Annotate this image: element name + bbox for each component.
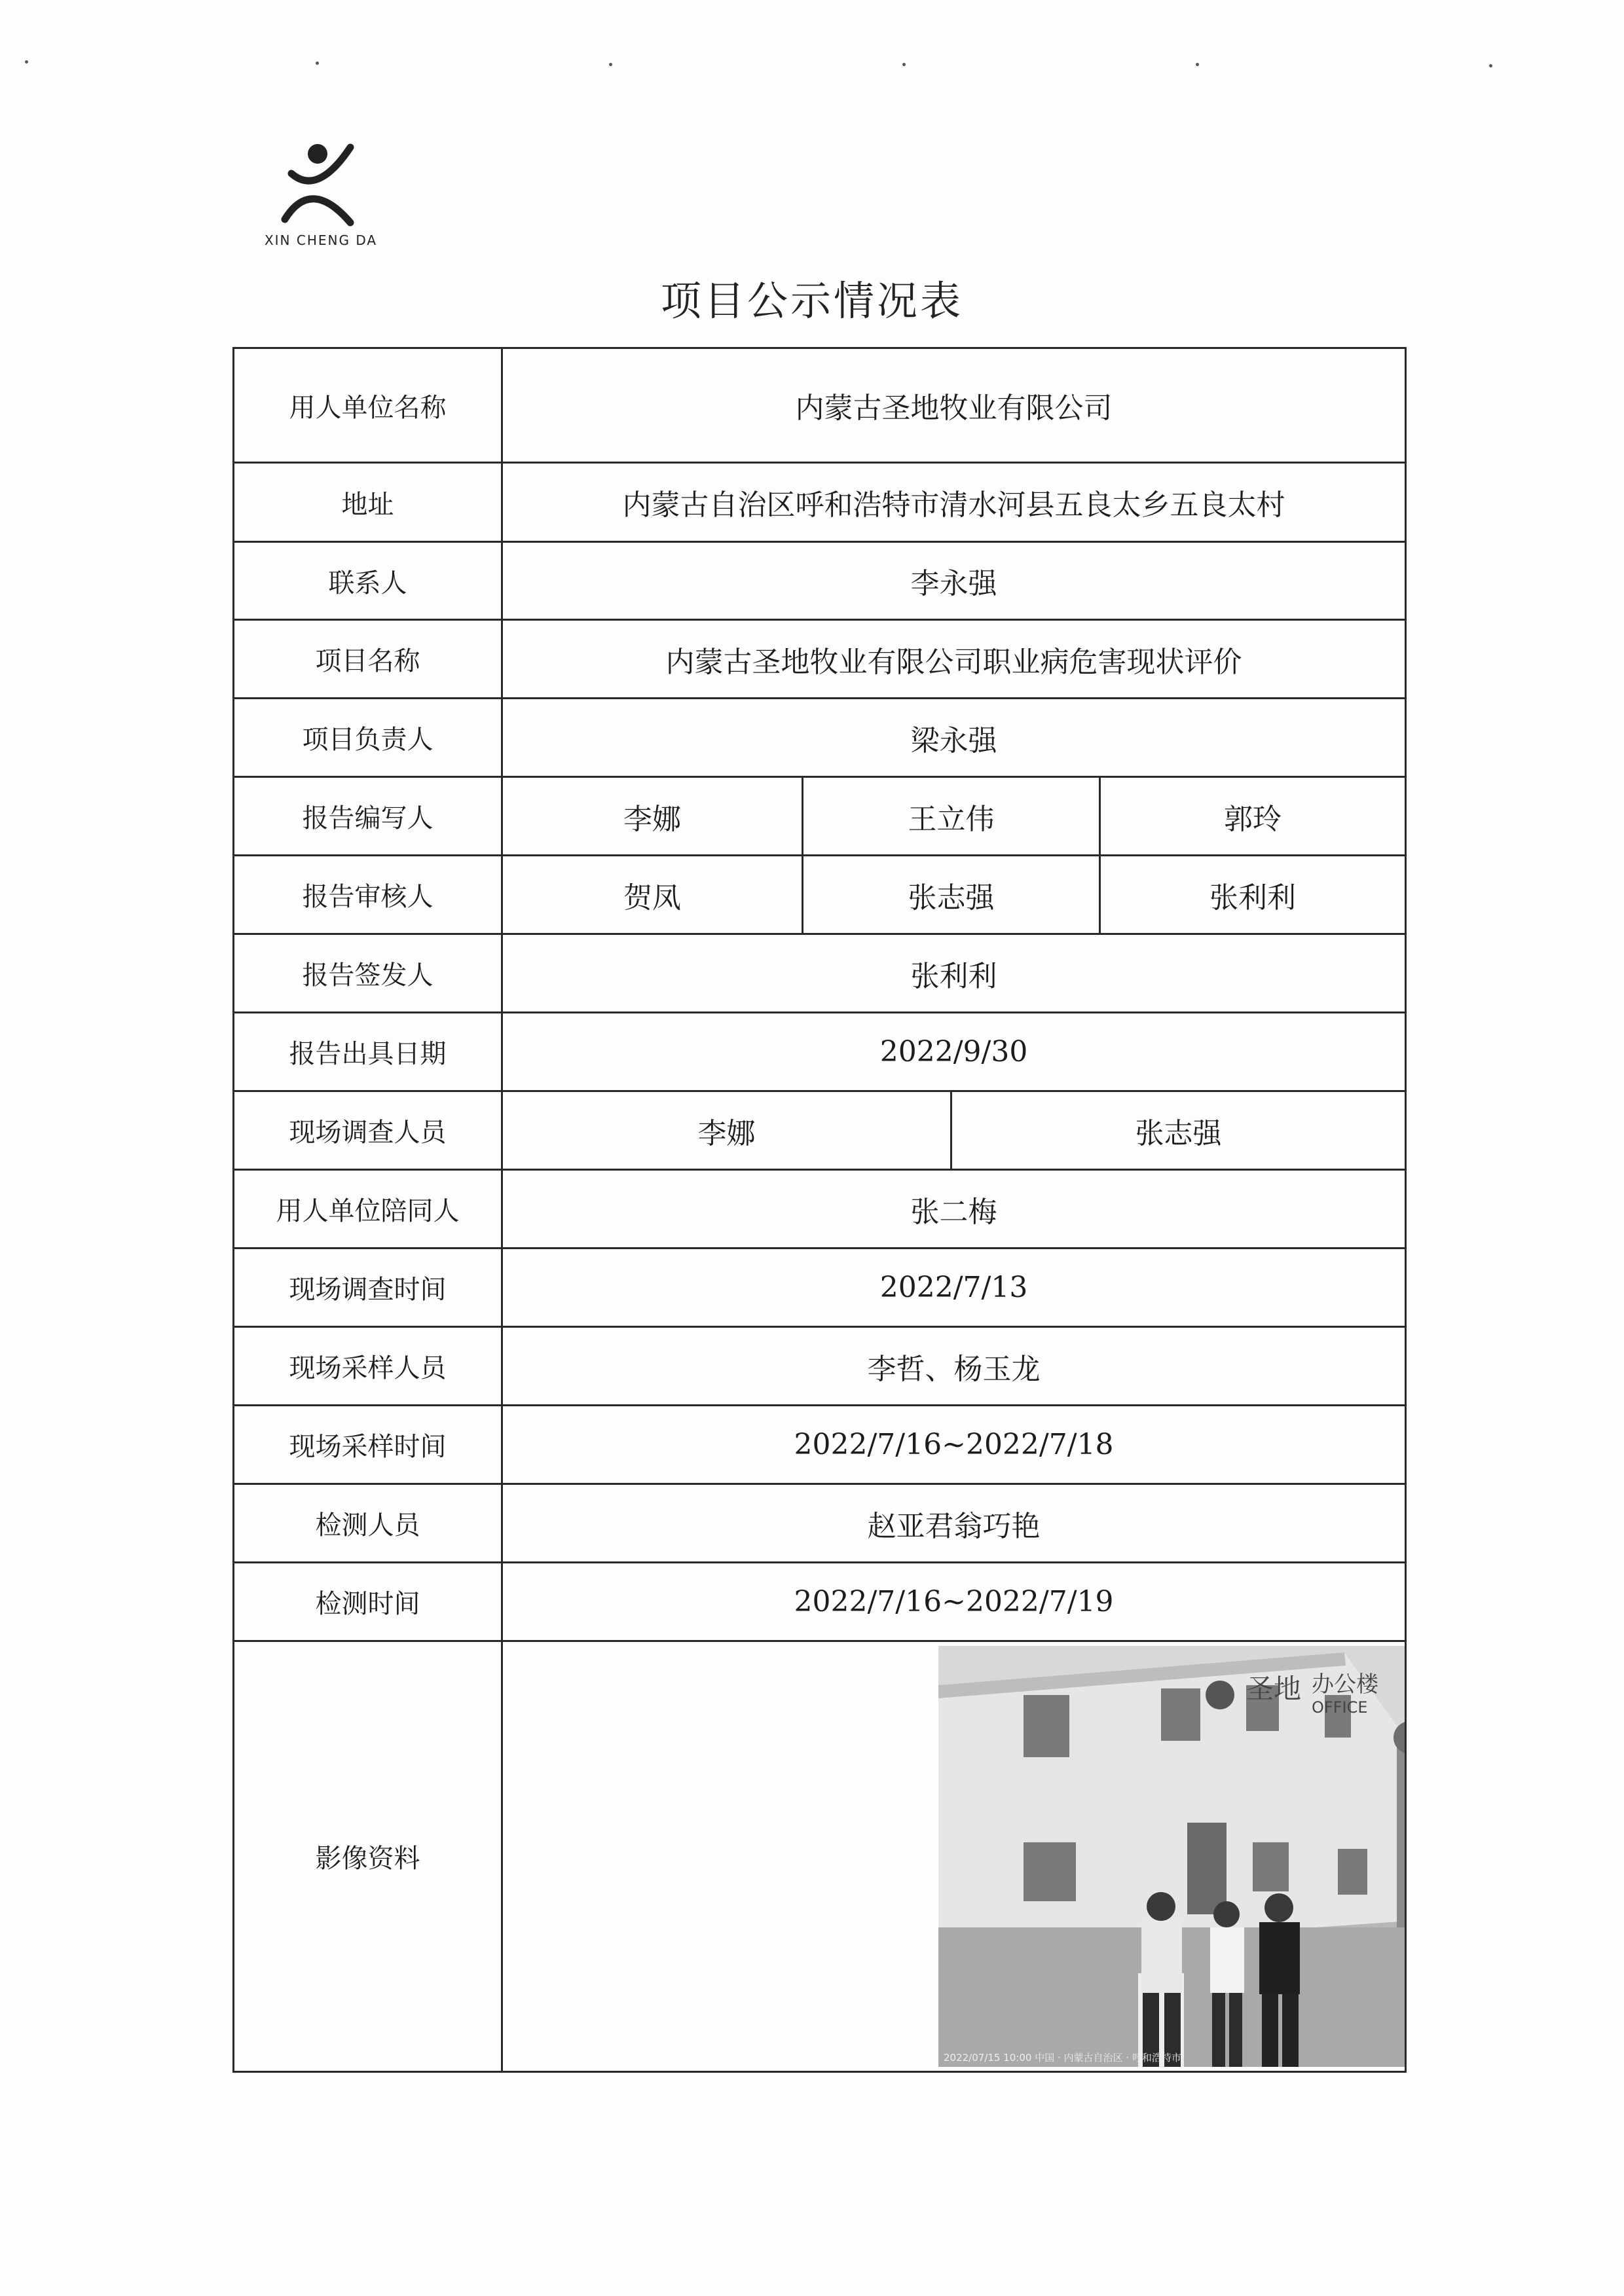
field-investigators-label: 现场调查人员 — [234, 1091, 502, 1170]
field-investigator-1: 李娜 — [502, 1091, 951, 1170]
table-row — [234, 1091, 1406, 1170]
table-row — [234, 620, 1406, 699]
report-reviewers-label: 报告审核人 — [234, 856, 502, 934]
table-row — [234, 699, 1406, 777]
table-row — [234, 463, 1406, 542]
table-row — [234, 1170, 1406, 1248]
image-materials-cell — [502, 1641, 1406, 2072]
project-leader-value: 梁永强 — [502, 699, 1406, 777]
photo-sign-brand: 圣地 — [1246, 1673, 1302, 1705]
report-writer-3: 郭玲 — [1100, 777, 1406, 856]
report-issuer-value: 张利利 — [502, 934, 1406, 1013]
project-name-label: 项目名称 — [234, 620, 502, 699]
address-label: 地址 — [234, 463, 502, 542]
photo-sign-office-en: OFFICE — [1312, 1698, 1368, 1717]
testers-value: 赵亚君翁巧艳 — [502, 1484, 1406, 1563]
document-title: 项目公示情况表 — [660, 277, 963, 325]
report-reviewer-3: 张利利 — [1100, 856, 1406, 934]
testing-time-value: 2022/7/16~2022/7/19 — [502, 1563, 1406, 1641]
report-writer-1: 李娜 — [502, 777, 803, 856]
testers-label: 检测人员 — [234, 1484, 502, 1563]
table-row — [234, 542, 1406, 620]
table-row — [234, 1406, 1406, 1484]
employer-escort-value: 张二梅 — [502, 1170, 1406, 1248]
samplers-label: 现场采样人员 — [234, 1327, 502, 1406]
project-name-value: 内蒙古圣地牧业有限公司职业病危害现状评价 — [502, 620, 1406, 699]
samplers-value: 李哲、杨玉龙 — [502, 1327, 1406, 1406]
report-issuer-label: 报告签发人 — [234, 934, 502, 1013]
table-row — [234, 934, 1406, 1013]
table-row — [234, 777, 1406, 856]
sampling-time-label: 现场采样时间 — [234, 1406, 502, 1484]
testing-time-label: 检测时间 — [234, 1563, 502, 1641]
survey-time-value: 2022/7/13 — [502, 1248, 1406, 1327]
employer-escort-label: 用人单位陪同人 — [234, 1170, 502, 1248]
table-row — [234, 856, 1406, 934]
report-writer-2: 王立伟 — [803, 777, 1100, 856]
employer-value: 内蒙古圣地牧业有限公司 — [502, 348, 1406, 463]
report-writers-label: 报告编写人 — [234, 777, 502, 856]
survey-time-label: 现场调查时间 — [234, 1248, 502, 1327]
project-disclosure-table — [232, 347, 1407, 2073]
office-building-photo — [938, 1646, 1406, 2067]
sampling-time-value: 2022/7/16~2022/7/18 — [502, 1406, 1406, 1484]
field-investigator-2: 张志强 — [951, 1091, 1406, 1170]
image-materials-label: 影像资料 — [234, 1641, 502, 2072]
address-value: 内蒙古自治区呼和浩特市清水河县五良太乡五良太村 — [502, 463, 1406, 542]
project-leader-label: 项目负责人 — [234, 699, 502, 777]
table-row — [234, 1641, 1406, 2072]
photo-caption: 2022/07/15 10:00 中国 · 内蒙古自治区 · 呼和浩特市 — [944, 2052, 1181, 2064]
table-row — [234, 1327, 1406, 1406]
logo-mark-icon — [272, 134, 370, 232]
table-row — [234, 1248, 1406, 1327]
report-reviewer-2: 张志强 — [803, 856, 1100, 934]
logo-text: XIN CHENG DA — [264, 232, 378, 248]
issue-date-value: 2022/9/30 — [502, 1013, 1406, 1091]
table-row — [234, 348, 1406, 463]
issue-date-label: 报告出具日期 — [234, 1013, 502, 1091]
table-row — [234, 1013, 1406, 1091]
employer-label: 用人单位名称 — [234, 348, 502, 463]
report-reviewer-1: 贺凤 — [502, 856, 803, 934]
site-photo — [938, 1646, 1406, 2067]
table-row — [234, 1563, 1406, 1641]
contact-value: 李永强 — [502, 542, 1406, 620]
photo-sign-office-cn: 办公楼 — [1312, 1671, 1378, 1698]
company-logo — [259, 134, 383, 259]
contact-label: 联系人 — [234, 542, 502, 620]
table-row — [234, 1484, 1406, 1563]
